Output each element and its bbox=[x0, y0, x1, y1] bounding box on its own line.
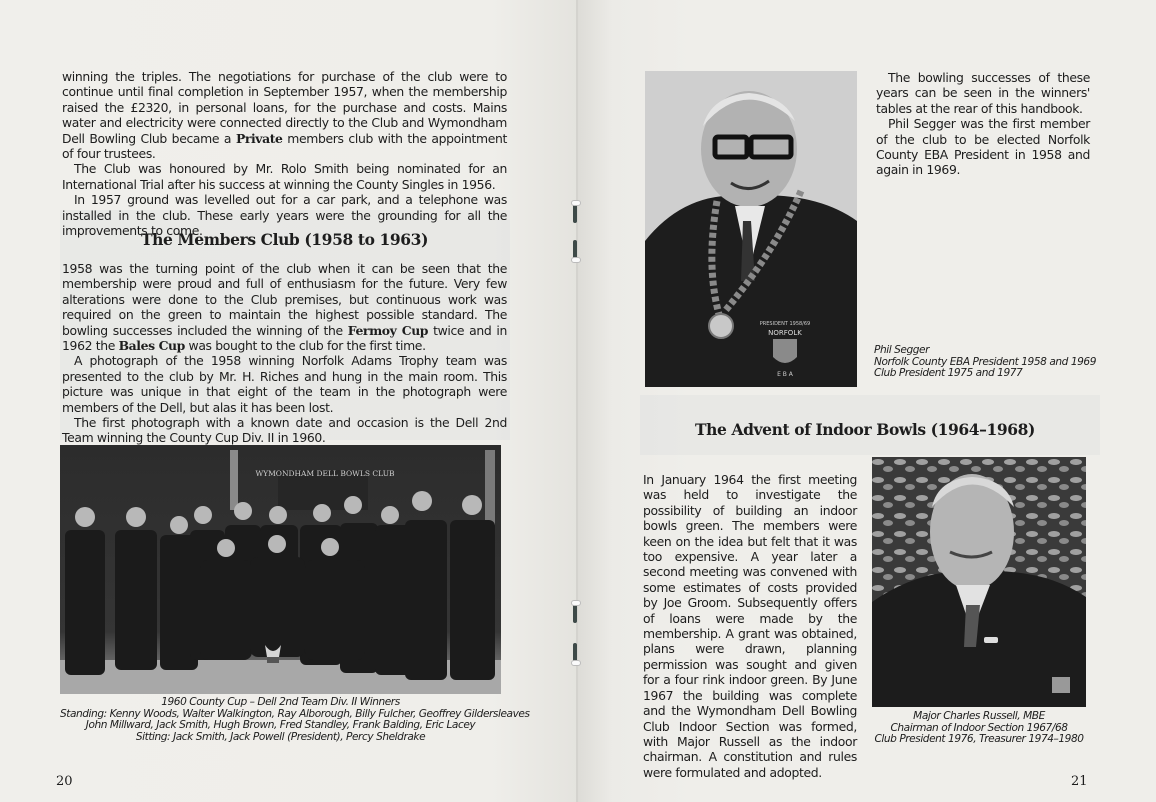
indoor-bowls-text bbox=[643, 472, 857, 780]
text-run: 1958 was the turning point of the club when it can be seen that the membership were proud and full of enthusiasm for the future. Very few alterations were done to the Club premises, but continuous work was required on the green to maintain the highest possible standard. The bowling successes included the winning of the bbox=[62, 261, 507, 338]
book-spine bbox=[576, 0, 578, 802]
members-club-text bbox=[62, 261, 507, 446]
intro-text bbox=[62, 69, 507, 238]
team-photo bbox=[60, 445, 501, 694]
segger-photo bbox=[645, 71, 857, 387]
club-sign-text: WYMONDHAM DELL BOWLS CLUB bbox=[255, 469, 395, 478]
paragraph: Phil Segger was the first member of the club to be elected Norfolk County EBA President in 1958 and again in 1969. bbox=[876, 116, 1090, 178]
pocket-text: PRESIDENT 1958/69 bbox=[759, 321, 811, 327]
russell-portrait-image bbox=[872, 457, 1086, 707]
caption-title: 1960 County Cup – Dell 2nd Team Div. II Winners bbox=[161, 696, 400, 708]
team-photo-caption bbox=[60, 696, 530, 743]
right-intro-text bbox=[876, 70, 1090, 178]
staple-icon bbox=[573, 240, 577, 260]
caption-line: Chairman of Indoor Section 1967/68 bbox=[890, 721, 1068, 734]
staple-icon bbox=[573, 203, 577, 223]
caption-name: Major Charles Russell, MBE bbox=[913, 710, 1045, 722]
text-run: was bought to the club for the first time. bbox=[188, 338, 426, 354]
caption-line: Standing: Kenny Woods, Walter Walkington, Ray Alborough, Billy Fulcher, Geoffrey Gildersleaves bbox=[60, 707, 530, 720]
badge-sub-text: E B A bbox=[777, 371, 793, 378]
bold-term: Fermoy Cup bbox=[347, 322, 429, 338]
badge-shield-icon bbox=[773, 339, 797, 363]
text-run: twice and in 1962 the bbox=[62, 322, 507, 354]
caption-line: Club President 1975 and 1977 bbox=[874, 367, 1023, 379]
paragraph: The bowling successes of these years can be seen in the winners' tables at the rear of this handbook. bbox=[876, 70, 1090, 116]
segger-portrait-image bbox=[645, 71, 857, 387]
page-number-right: 21 bbox=[1071, 774, 1088, 789]
bold-term: Bales Cup bbox=[118, 338, 185, 354]
caption-line: Norfolk County EBA President 1958 and 1969 bbox=[874, 355, 1096, 368]
caption-name: Phil Segger bbox=[874, 344, 929, 356]
caption-line: Sitting: Jack Smith, Jack Powell (President), Percy Sheldrake bbox=[135, 730, 426, 743]
russell-caption bbox=[866, 711, 1092, 746]
paragraph: A photograph of the 1958 winning Norfolk Adams Trophy team was presented to the club by Mr. H. Riches and hung in the main room. This picture was unique in that eight of the team in the photograph were members of the Dell, but alas it has been lost. bbox=[62, 353, 507, 415]
bold-term: Private bbox=[235, 130, 283, 146]
section-heading-indoor-bowls: The Advent of Indoor Bowls (1964–1968) bbox=[695, 420, 1035, 439]
intro-paragraph-end: members club with the appointment of four trustees. bbox=[62, 130, 508, 162]
caption-line: John Millward, Jack Smith, Hugh Brown, Fred Standley, Frank Balding, Eric Lacey bbox=[85, 719, 476, 731]
badge-text: NORFOLK bbox=[768, 329, 802, 337]
staple-icon bbox=[573, 603, 577, 623]
badge-shield-icon bbox=[1052, 677, 1070, 693]
caption-line: Club President 1976, Treasurer 1974–1980 bbox=[874, 733, 1084, 745]
intro-paragraph: winning the triples. The negotiations for purchase of the club were to continue until final completion in September 1957, when the membership raised the £2320, in personal loans, for the purchase and costs. Mains water and electricity were connected directly to the Club and Wymondham Dell Bowling Club became a bbox=[62, 69, 507, 146]
paragraph: In 1957 ground was levelled out for a car park, and a telephone was installed in the club. These early years were the grounding for all the improvements to come. bbox=[62, 192, 507, 239]
page-number-left: 20 bbox=[56, 774, 73, 789]
segger-caption bbox=[874, 345, 1094, 380]
russell-photo bbox=[872, 457, 1086, 707]
paragraph: In January 1964 the first meeting was held to investigate the possibility of building an indoor bowls green. The members were keen on the idea but felt that it was too expensive. A year later a second meeting was convened with some estimates of costs provided by Joe Groom. Subsequently offers of loans were made by the membership. A grant was obtained, plans were drawn, planning permission was sought and given for a four rink indoor green. By June 1967 the building was complete and the Wymondham Dell Bowling Club Indoor Section was formed, with Major Russell as the indoor chairman. A constitution and rules were formulated and adopted. bbox=[643, 472, 857, 780]
paragraph: The first photograph with a known date and occasion is the Dell 2nd Team winning the County Cup Div. II in 1960. bbox=[62, 415, 507, 446]
staple-icon bbox=[573, 643, 577, 663]
section-heading-members-club: The Members Club (1958 to 1963) bbox=[140, 230, 429, 249]
paragraph: The Club was honoured by Mr. Rolo Smith being nominated for an International Trial after his success at winning the County Singles in 1956. bbox=[62, 161, 507, 192]
team-photo-image bbox=[60, 445, 501, 694]
